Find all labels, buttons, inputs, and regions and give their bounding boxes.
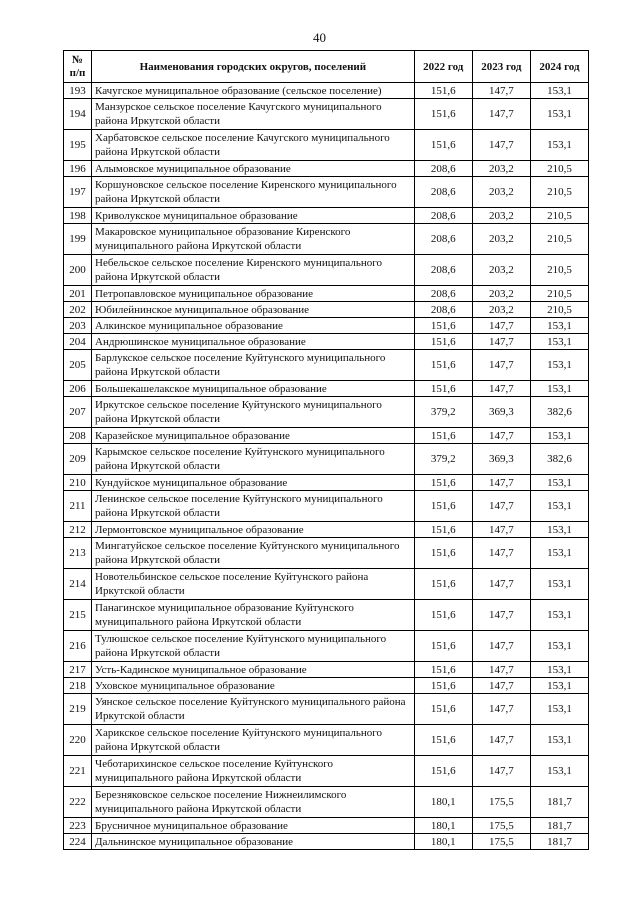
row-value-2022: 151,6: [414, 99, 472, 130]
row-value-2023: 147,7: [472, 725, 530, 756]
row-name: Ленинское сельское поселение Куйтунского муниципального района Иркутской области: [92, 491, 415, 522]
row-number: 211: [64, 491, 92, 522]
row-name: Уховское муниципальное образование: [92, 678, 415, 694]
row-name: Иркутское сельское поселение Куйтунского муниципального района Иркутской области: [92, 397, 415, 428]
row-value-2022: 151,6: [414, 600, 472, 631]
table-row: [64, 569, 589, 600]
row-value-2022: 151,6: [414, 569, 472, 600]
row-value-2024: 153,1: [530, 678, 588, 694]
header-number-line1: №: [71, 53, 84, 66]
row-name: Карымское сельское поселение Куйтунского муниципального района Иркутской области: [92, 444, 415, 475]
row-value-2024: 153,1: [530, 475, 588, 491]
table-row: [64, 538, 589, 569]
row-number: 205: [64, 350, 92, 381]
row-value-2022: 208,6: [414, 161, 472, 177]
row-value-2023: 203,2: [472, 302, 530, 318]
row-value-2022: 151,6: [414, 475, 472, 491]
row-name: Качугское муниципальное образование (сельское поселение): [92, 83, 415, 99]
row-name: Харикское сельское поселение Куйтунского муниципального района Иркутской области: [92, 725, 415, 756]
row-value-2023: 147,7: [472, 600, 530, 631]
row-value-2022: 151,6: [414, 83, 472, 99]
row-value-2024: 153,1: [530, 318, 588, 334]
row-value-2024: 153,1: [530, 381, 588, 397]
row-name: Небельское сельское поселение Киренского муниципального района Иркутской области: [92, 255, 415, 286]
row-number: 214: [64, 569, 92, 600]
row-value-2022: 379,2: [414, 397, 472, 428]
row-value-2024: 153,1: [530, 522, 588, 538]
table-row: [64, 600, 589, 631]
row-value-2023: 147,7: [472, 381, 530, 397]
row-name: Тулюшское сельское поселение Куйтунского муниципального района Иркутской области: [92, 631, 415, 662]
row-value-2023: 147,7: [472, 694, 530, 725]
row-value-2023: 147,7: [472, 522, 530, 538]
row-number: 217: [64, 662, 92, 678]
row-value-2022: 151,6: [414, 662, 472, 678]
row-value-2022: 208,6: [414, 302, 472, 318]
row-value-2024: 153,1: [530, 83, 588, 99]
row-value-2022: 151,6: [414, 491, 472, 522]
row-name: Кундуйское муниципальное образование: [92, 475, 415, 491]
row-name: Андрюшинское муниципальное образование: [92, 334, 415, 350]
row-value-2022: 208,6: [414, 224, 472, 255]
row-number: 219: [64, 694, 92, 725]
row-value-2024: 382,6: [530, 444, 588, 475]
table-row: [64, 302, 589, 318]
row-value-2023: 147,7: [472, 475, 530, 491]
row-value-2023: 203,2: [472, 177, 530, 208]
row-value-2024: 210,5: [530, 177, 588, 208]
row-value-2024: 153,1: [530, 569, 588, 600]
row-value-2024: 153,1: [530, 130, 588, 161]
row-number: 195: [64, 130, 92, 161]
row-value-2024: 153,1: [530, 694, 588, 725]
row-value-2022: 151,6: [414, 522, 472, 538]
table-row: [64, 397, 589, 428]
row-value-2024: 153,1: [530, 600, 588, 631]
row-value-2022: 151,6: [414, 334, 472, 350]
row-value-2022: 180,1: [414, 834, 472, 850]
table-row: [64, 381, 589, 397]
table-row: [64, 428, 589, 444]
table-row: [64, 161, 589, 177]
row-value-2023: 147,7: [472, 83, 530, 99]
row-number: 221: [64, 756, 92, 787]
row-value-2023: 147,7: [472, 491, 530, 522]
table-row: [64, 725, 589, 756]
header-number-line2: п/п: [69, 66, 86, 79]
table-row: [64, 756, 589, 787]
row-number: 210: [64, 475, 92, 491]
row-value-2022: 208,6: [414, 208, 472, 224]
row-name: Брусничное муниципальное образование: [92, 818, 415, 834]
row-number: 193: [64, 83, 92, 99]
row-name: Криволукское муниципальное образование: [92, 208, 415, 224]
row-value-2024: 210,5: [530, 208, 588, 224]
row-name: Березняковское сельское поселение Нижнеилимского муниципального района Иркутской области: [92, 787, 415, 818]
row-name: Алкинское муниципальное образование: [92, 318, 415, 334]
row-number: 197: [64, 177, 92, 208]
row-value-2023: 147,7: [472, 756, 530, 787]
header-name: Наименования городских округов, поселений: [92, 51, 415, 83]
row-number: 196: [64, 161, 92, 177]
table-header-row: [64, 51, 589, 83]
header-number: [64, 51, 92, 83]
row-value-2023: 147,7: [472, 428, 530, 444]
table-row: [64, 631, 589, 662]
row-number: 208: [64, 428, 92, 444]
table-row: [64, 491, 589, 522]
row-value-2022: 151,6: [414, 694, 472, 725]
row-number: 212: [64, 522, 92, 538]
row-number: 222: [64, 787, 92, 818]
row-value-2022: 151,6: [414, 725, 472, 756]
table-body: [64, 83, 589, 850]
row-value-2023: 147,7: [472, 569, 530, 600]
row-value-2024: 153,1: [530, 631, 588, 662]
row-value-2024: 181,7: [530, 834, 588, 850]
row-value-2023: 203,2: [472, 286, 530, 302]
table-row: [64, 83, 589, 99]
row-value-2023: 203,2: [472, 208, 530, 224]
row-value-2022: 180,1: [414, 818, 472, 834]
row-value-2024: 210,5: [530, 161, 588, 177]
row-number: 194: [64, 99, 92, 130]
row-value-2023: 203,2: [472, 255, 530, 286]
row-name: Усть-Кадинское муниципальное образование: [92, 662, 415, 678]
row-value-2024: 153,1: [530, 334, 588, 350]
row-name: Макаровское муниципальное образование Киренского муниципального района Иркутской области: [92, 224, 415, 255]
row-value-2024: 153,1: [530, 99, 588, 130]
row-value-2023: 147,7: [472, 334, 530, 350]
row-name: Дальнинское муниципальное образование: [92, 834, 415, 850]
row-name: Большекашелакское муниципальное образование: [92, 381, 415, 397]
row-value-2024: 382,6: [530, 397, 588, 428]
row-name: Каразейское муниципальное образование: [92, 428, 415, 444]
row-name: Мингатуйское сельское поселение Куйтунского муниципального района Иркутской области: [92, 538, 415, 569]
row-number: 223: [64, 818, 92, 834]
table-row: [64, 334, 589, 350]
table-row: [64, 286, 589, 302]
row-name: Панагинское муниципальное образование Куйтунского муниципального района Иркутской области: [92, 600, 415, 631]
row-value-2023: 147,7: [472, 130, 530, 161]
row-number: 213: [64, 538, 92, 569]
row-value-2023: 203,2: [472, 224, 530, 255]
table-row: [64, 224, 589, 255]
table-row: [64, 787, 589, 818]
table-row: [64, 678, 589, 694]
table-row: [64, 475, 589, 491]
row-value-2024: 153,1: [530, 538, 588, 569]
row-name: Лермонтовское муниципальное образование: [92, 522, 415, 538]
header-2023: 2023 год: [472, 51, 530, 83]
row-name: Юбилейнинское муниципальное образование: [92, 302, 415, 318]
budget-table: [63, 50, 589, 850]
table-row: [64, 694, 589, 725]
row-value-2022: 180,1: [414, 787, 472, 818]
row-name: Коршуновское сельское поселение Киренского муниципального района Иркутской области: [92, 177, 415, 208]
row-value-2024: 181,7: [530, 787, 588, 818]
row-number: 220: [64, 725, 92, 756]
row-value-2023: 147,7: [472, 99, 530, 130]
row-value-2022: 151,6: [414, 350, 472, 381]
row-name: Барлукское сельское поселение Куйтунского муниципального района Иркутской области: [92, 350, 415, 381]
row-value-2023: 175,5: [472, 818, 530, 834]
row-number: 215: [64, 600, 92, 631]
table-row: [64, 255, 589, 286]
row-name: Алымовское муниципальное образование: [92, 161, 415, 177]
row-number: 198: [64, 208, 92, 224]
table-row: [64, 130, 589, 161]
row-value-2023: 147,7: [472, 350, 530, 381]
table-row: [64, 662, 589, 678]
row-number: 201: [64, 286, 92, 302]
row-value-2024: 153,1: [530, 725, 588, 756]
row-value-2023: 175,5: [472, 834, 530, 850]
row-number: 216: [64, 631, 92, 662]
row-number: 203: [64, 318, 92, 334]
row-name: Новотельбинское сельское поселение Куйтунского района Иркутской области: [92, 569, 415, 600]
row-value-2024: 153,1: [530, 662, 588, 678]
row-number: 224: [64, 834, 92, 850]
row-value-2024: 210,5: [530, 286, 588, 302]
row-value-2023: 369,3: [472, 444, 530, 475]
row-value-2024: 153,1: [530, 350, 588, 381]
row-value-2024: 210,5: [530, 224, 588, 255]
row-value-2022: 208,6: [414, 286, 472, 302]
row-value-2024: 181,7: [530, 818, 588, 834]
row-value-2023: 147,7: [472, 631, 530, 662]
row-value-2022: 151,6: [414, 130, 472, 161]
row-value-2022: 208,6: [414, 177, 472, 208]
row-value-2023: 147,7: [472, 662, 530, 678]
row-number: 200: [64, 255, 92, 286]
header-2024: 2024 год: [530, 51, 588, 83]
row-value-2023: 203,2: [472, 161, 530, 177]
row-value-2023: 147,7: [472, 678, 530, 694]
row-number: 207: [64, 397, 92, 428]
row-number: 202: [64, 302, 92, 318]
row-number: 204: [64, 334, 92, 350]
table-row: [64, 818, 589, 834]
row-number: 209: [64, 444, 92, 475]
row-value-2023: 369,3: [472, 397, 530, 428]
row-number: 199: [64, 224, 92, 255]
row-value-2022: 151,6: [414, 381, 472, 397]
row-value-2022: 151,6: [414, 756, 472, 787]
row-value-2024: 210,5: [530, 302, 588, 318]
row-value-2024: 153,1: [530, 756, 588, 787]
row-value-2023: 147,7: [472, 538, 530, 569]
row-value-2022: 151,6: [414, 318, 472, 334]
table-row: [64, 522, 589, 538]
row-name: Манзурское сельское поселение Качугского муниципального района Иркутской области: [92, 99, 415, 130]
row-value-2024: 153,1: [530, 491, 588, 522]
row-value-2022: 208,6: [414, 255, 472, 286]
table-row: [64, 99, 589, 130]
table-row: [64, 444, 589, 475]
header-2022: 2022 год: [414, 51, 472, 83]
row-name: Уянское сельское поселение Куйтунского муниципального района Иркутской области: [92, 694, 415, 725]
row-value-2022: 379,2: [414, 444, 472, 475]
row-value-2024: 210,5: [530, 255, 588, 286]
row-name: Харбатовское сельское поселение Качугского муниципального района Иркутской области: [92, 130, 415, 161]
table-row: [64, 318, 589, 334]
row-name: Чеботарихинское сельское поселение Куйтунского муниципального района Иркутской области: [92, 756, 415, 787]
row-value-2022: 151,6: [414, 678, 472, 694]
row-number: 218: [64, 678, 92, 694]
row-value-2022: 151,6: [414, 538, 472, 569]
row-value-2022: 151,6: [414, 631, 472, 662]
row-number: 206: [64, 381, 92, 397]
row-value-2023: 175,5: [472, 787, 530, 818]
table-row: [64, 177, 589, 208]
row-value-2022: 151,6: [414, 428, 472, 444]
table-row: [64, 834, 589, 850]
table-row: [64, 208, 589, 224]
row-value-2023: 147,7: [472, 318, 530, 334]
page-number: 40: [313, 30, 326, 45]
row-name: Петропавловское муниципальное образование: [92, 286, 415, 302]
table-row: [64, 350, 589, 381]
row-value-2024: 153,1: [530, 428, 588, 444]
